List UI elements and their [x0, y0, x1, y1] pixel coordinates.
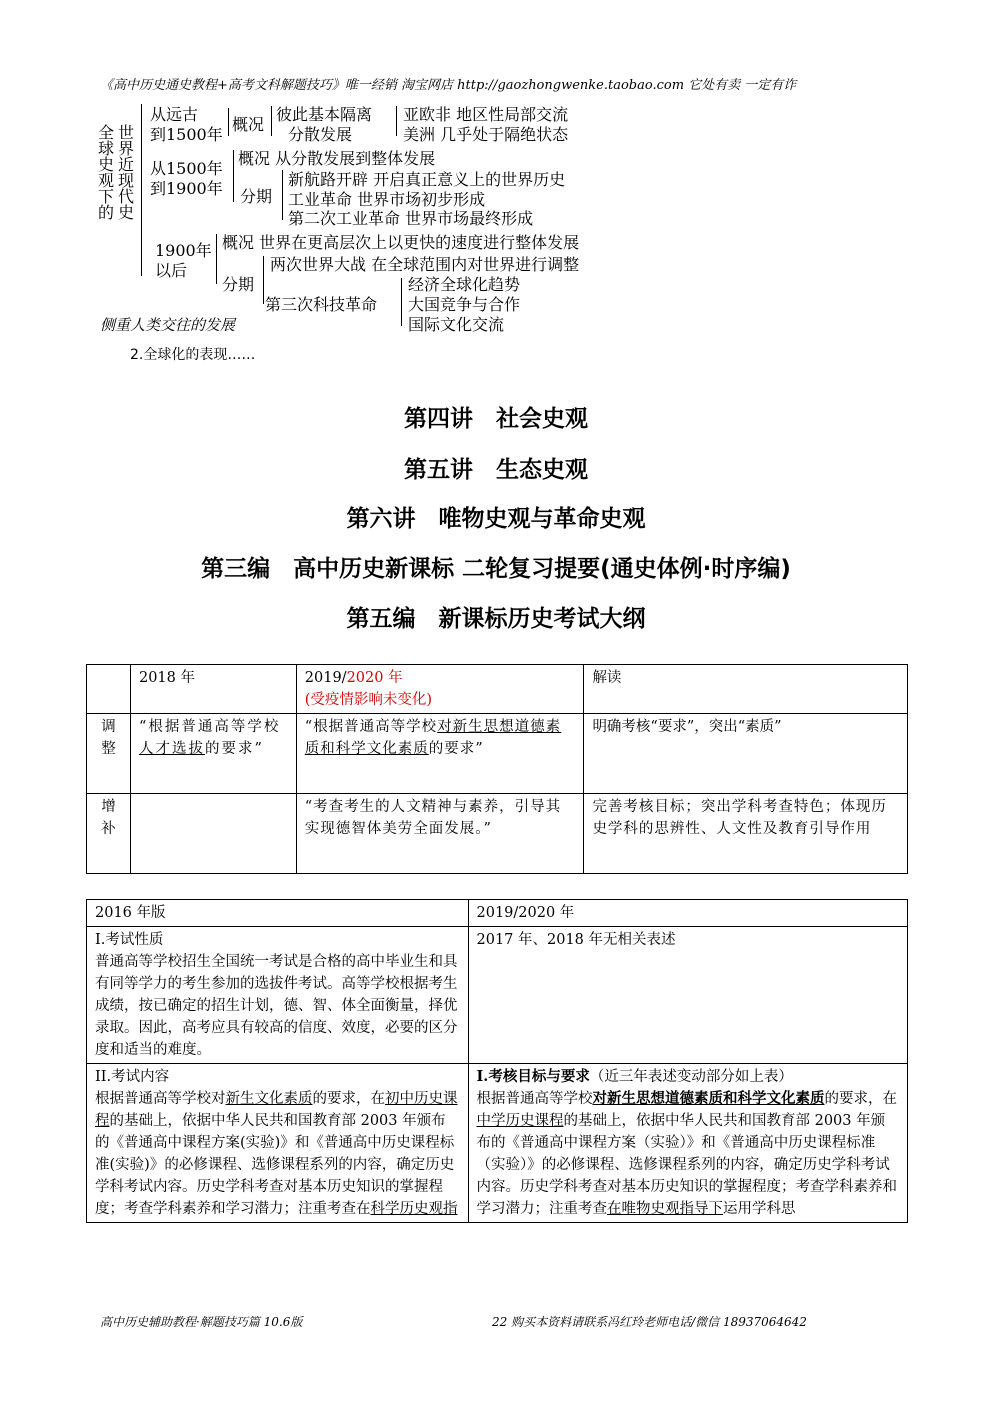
heading-lecture-6: 第六讲 唯物史观与革命史观: [346, 506, 646, 532]
tree-root-char: 的: [97, 203, 114, 222]
tree-root-char: 史: [117, 203, 134, 222]
period3-s3: 国际文化交流: [408, 315, 505, 334]
period1-d1: 亚欧非 地区性局部交流: [403, 105, 569, 124]
table1-head-2018: 2018 年: [130, 665, 296, 714]
heading-part-5: 第五编 新课标历史考试大纲: [346, 606, 646, 632]
heading-lecture-5: 第五讲 生态史观: [404, 457, 588, 483]
table2-head-2016: 2016 年版: [87, 900, 469, 927]
period3-f1: 两次世界大战 在全球范围内对世界进行调整: [270, 255, 580, 274]
point-2: 2.全球化的表现……: [130, 347, 256, 363]
table-outline-comparison: [86, 899, 908, 1223]
period3-s1: 经济全球化趋势: [408, 275, 521, 294]
page-header: 《高中历史通史教程+高考文科解题技巧》唯一经销 淘宝网店 http://gaozhongwenke.taobao.com 它处有卖 一定有诈: [100, 78, 797, 93]
table2-content-2016: II.考试内容 根据普通高等学校对新生文化素质的要求，在初中历史课程的基础上，依据中华人民共和国教育部 2003 年颁布的《普通高中课程方案(实验)》和《普通高中历史课程标准(实验)》的必修课程、选修课程系列的内容，确定历史学科考试内容。历史学科考查对基本历史知识的掌握程度；考查学科素养和学习潜力；注重考查在科学历史观指: [87, 1064, 469, 1223]
period1-label-a: 从远古: [150, 105, 199, 124]
period1-g2: 分散发展: [288, 125, 353, 144]
period2-label-b: 到1900年: [150, 179, 223, 198]
footer-right: 22 购买本资料请联系冯红玲老师电话/微信 18937064642: [492, 1315, 807, 1329]
heading-lecture-4: 第四讲 社会史观: [404, 406, 588, 432]
tree-root-char: 近: [117, 155, 134, 174]
period3-f2: 第三次科技革命: [265, 295, 378, 314]
table-outline-changes: [86, 664, 908, 874]
table1-corner: [87, 665, 131, 714]
period1-brace: [228, 108, 229, 136]
table1-head-interpret: 解读: [584, 665, 908, 714]
tree-note: 侧重人类交往的发展: [100, 316, 236, 334]
tree-root-char: 现: [117, 171, 134, 190]
tree-root-char: 全: [97, 123, 114, 142]
table2-row-content: [87, 1064, 908, 1223]
table2-nature-2016: I.考试性质 普通高等学校招生全国统一考试是合格的高中毕业生和具有同等学力的考生参加的选拔件考试。高等学校根据考生成绩，按已确定的招生计划，德、智、体全面衡量，择优录取。因此，高考应具有较高的信度、效度，必要的区分度和适当的难度。: [87, 927, 469, 1064]
tree-root-char: 世: [117, 123, 134, 142]
table1-header-row: [87, 665, 908, 714]
table2-nature-2019: 2017 年、2018 年无相关表述: [468, 927, 908, 1064]
table2-header-row: [87, 900, 908, 927]
table1-supplement-2018: [130, 794, 296, 874]
period3-s2: 大国竞争与合作: [408, 295, 521, 314]
period2-label-a: 从1500年: [150, 159, 223, 178]
period2-periods: 分期: [240, 187, 273, 206]
period3-brace: [216, 234, 217, 284]
table2-content-2019: I.考核目标与要求（近三年表述变动部分如上表） 根据普通高等学校对新生思想道德素质和科学文化素质的要求，在中学历史课程的基础上，依据中华人民共和国教育部 2003 年颁布的《普通高中课程方案（实验）》和《普通高中历史课程标准（实验）》的必修课程、选修课程系列的内容，确定历史学科考试内容。历史学科考查对基本历史知识的掌握程度；考查学科素养和学习潜力；注重考查在唯物史观指导下运用学科思: [468, 1064, 908, 1223]
table1-row-adjust: [87, 714, 908, 794]
period2-f2: 工业革命 世界市场初步形成: [288, 190, 486, 209]
table1-supplement-2019: “考查考生的人文精神与素养，引导其实现德智体美劳全面发展。”: [296, 794, 584, 874]
tree-root-char: 代: [117, 187, 134, 206]
period3-sub-brace: [401, 278, 402, 326]
table2-row-nature: [87, 927, 908, 1064]
period1-overview: 概况: [232, 115, 265, 134]
period2-brace: [233, 150, 234, 202]
period1-overview-brace: [271, 106, 272, 136]
period2-periods-brace: [282, 170, 283, 220]
period1-label-b: 到1500年: [150, 125, 223, 144]
period1-d2: 美洲 几乎处于隔绝状态: [403, 125, 569, 144]
period3-periods-brace: [263, 256, 264, 304]
period3-overview: 概况 世界在更高层次上以更快的速度进行整体发展: [222, 233, 580, 252]
tree-root-char: 观: [97, 171, 114, 190]
table1-row-supplement: [87, 794, 908, 874]
period3-periods: 分期: [222, 275, 255, 294]
table1-label-supplement: 增 补: [87, 794, 131, 874]
footer-left: 高中历史辅助教程·解题技巧篇 10.6版: [100, 1315, 303, 1329]
period1-detail-brace: [396, 106, 397, 136]
tree-root-char: 史: [97, 155, 114, 174]
period2-overview: 概况 从分散发展到整体发展: [238, 149, 436, 168]
heading-part-3: 第三编 高中历史新课标 二轮复习提要(通史体例·时序编): [201, 556, 791, 582]
tree-root-char: 球: [97, 139, 114, 158]
period3-label-a: 1900年: [155, 241, 212, 260]
tree-root-char: 界: [117, 139, 134, 158]
table2-head-2019: 2019/2020 年: [468, 900, 908, 927]
tree-root-char: 下: [97, 187, 114, 206]
table1-head-2019: 2019/2020 年 (受疫情影响未变化): [296, 665, 584, 714]
period3-label-b: 以后: [155, 261, 188, 280]
table1-adjust-2018: “根据普通高等学校人才选拔的要求”: [130, 714, 296, 794]
period2-f1: 新航路开辟 开启真正意义上的世界历史: [288, 170, 566, 189]
period2-f3: 第二次工业革命 世界市场最终形成: [288, 209, 534, 228]
table1-supplement-interpret: 完善考核目标；突出学科考查特色；体现历史学科的思辨性、人文性及教育引导作用: [584, 794, 908, 874]
tree-root-brace: [141, 104, 142, 276]
table1-adjust-2019: “根据普通高等学校对新生思想道德素质和科学文化素质的要求”: [296, 714, 584, 794]
period1-g1: 彼此基本隔离: [276, 105, 373, 124]
table1-label-adjust: 调 整: [87, 714, 131, 794]
table1-adjust-interpret: 明确考核“要求”，突出“素质”: [584, 714, 908, 794]
